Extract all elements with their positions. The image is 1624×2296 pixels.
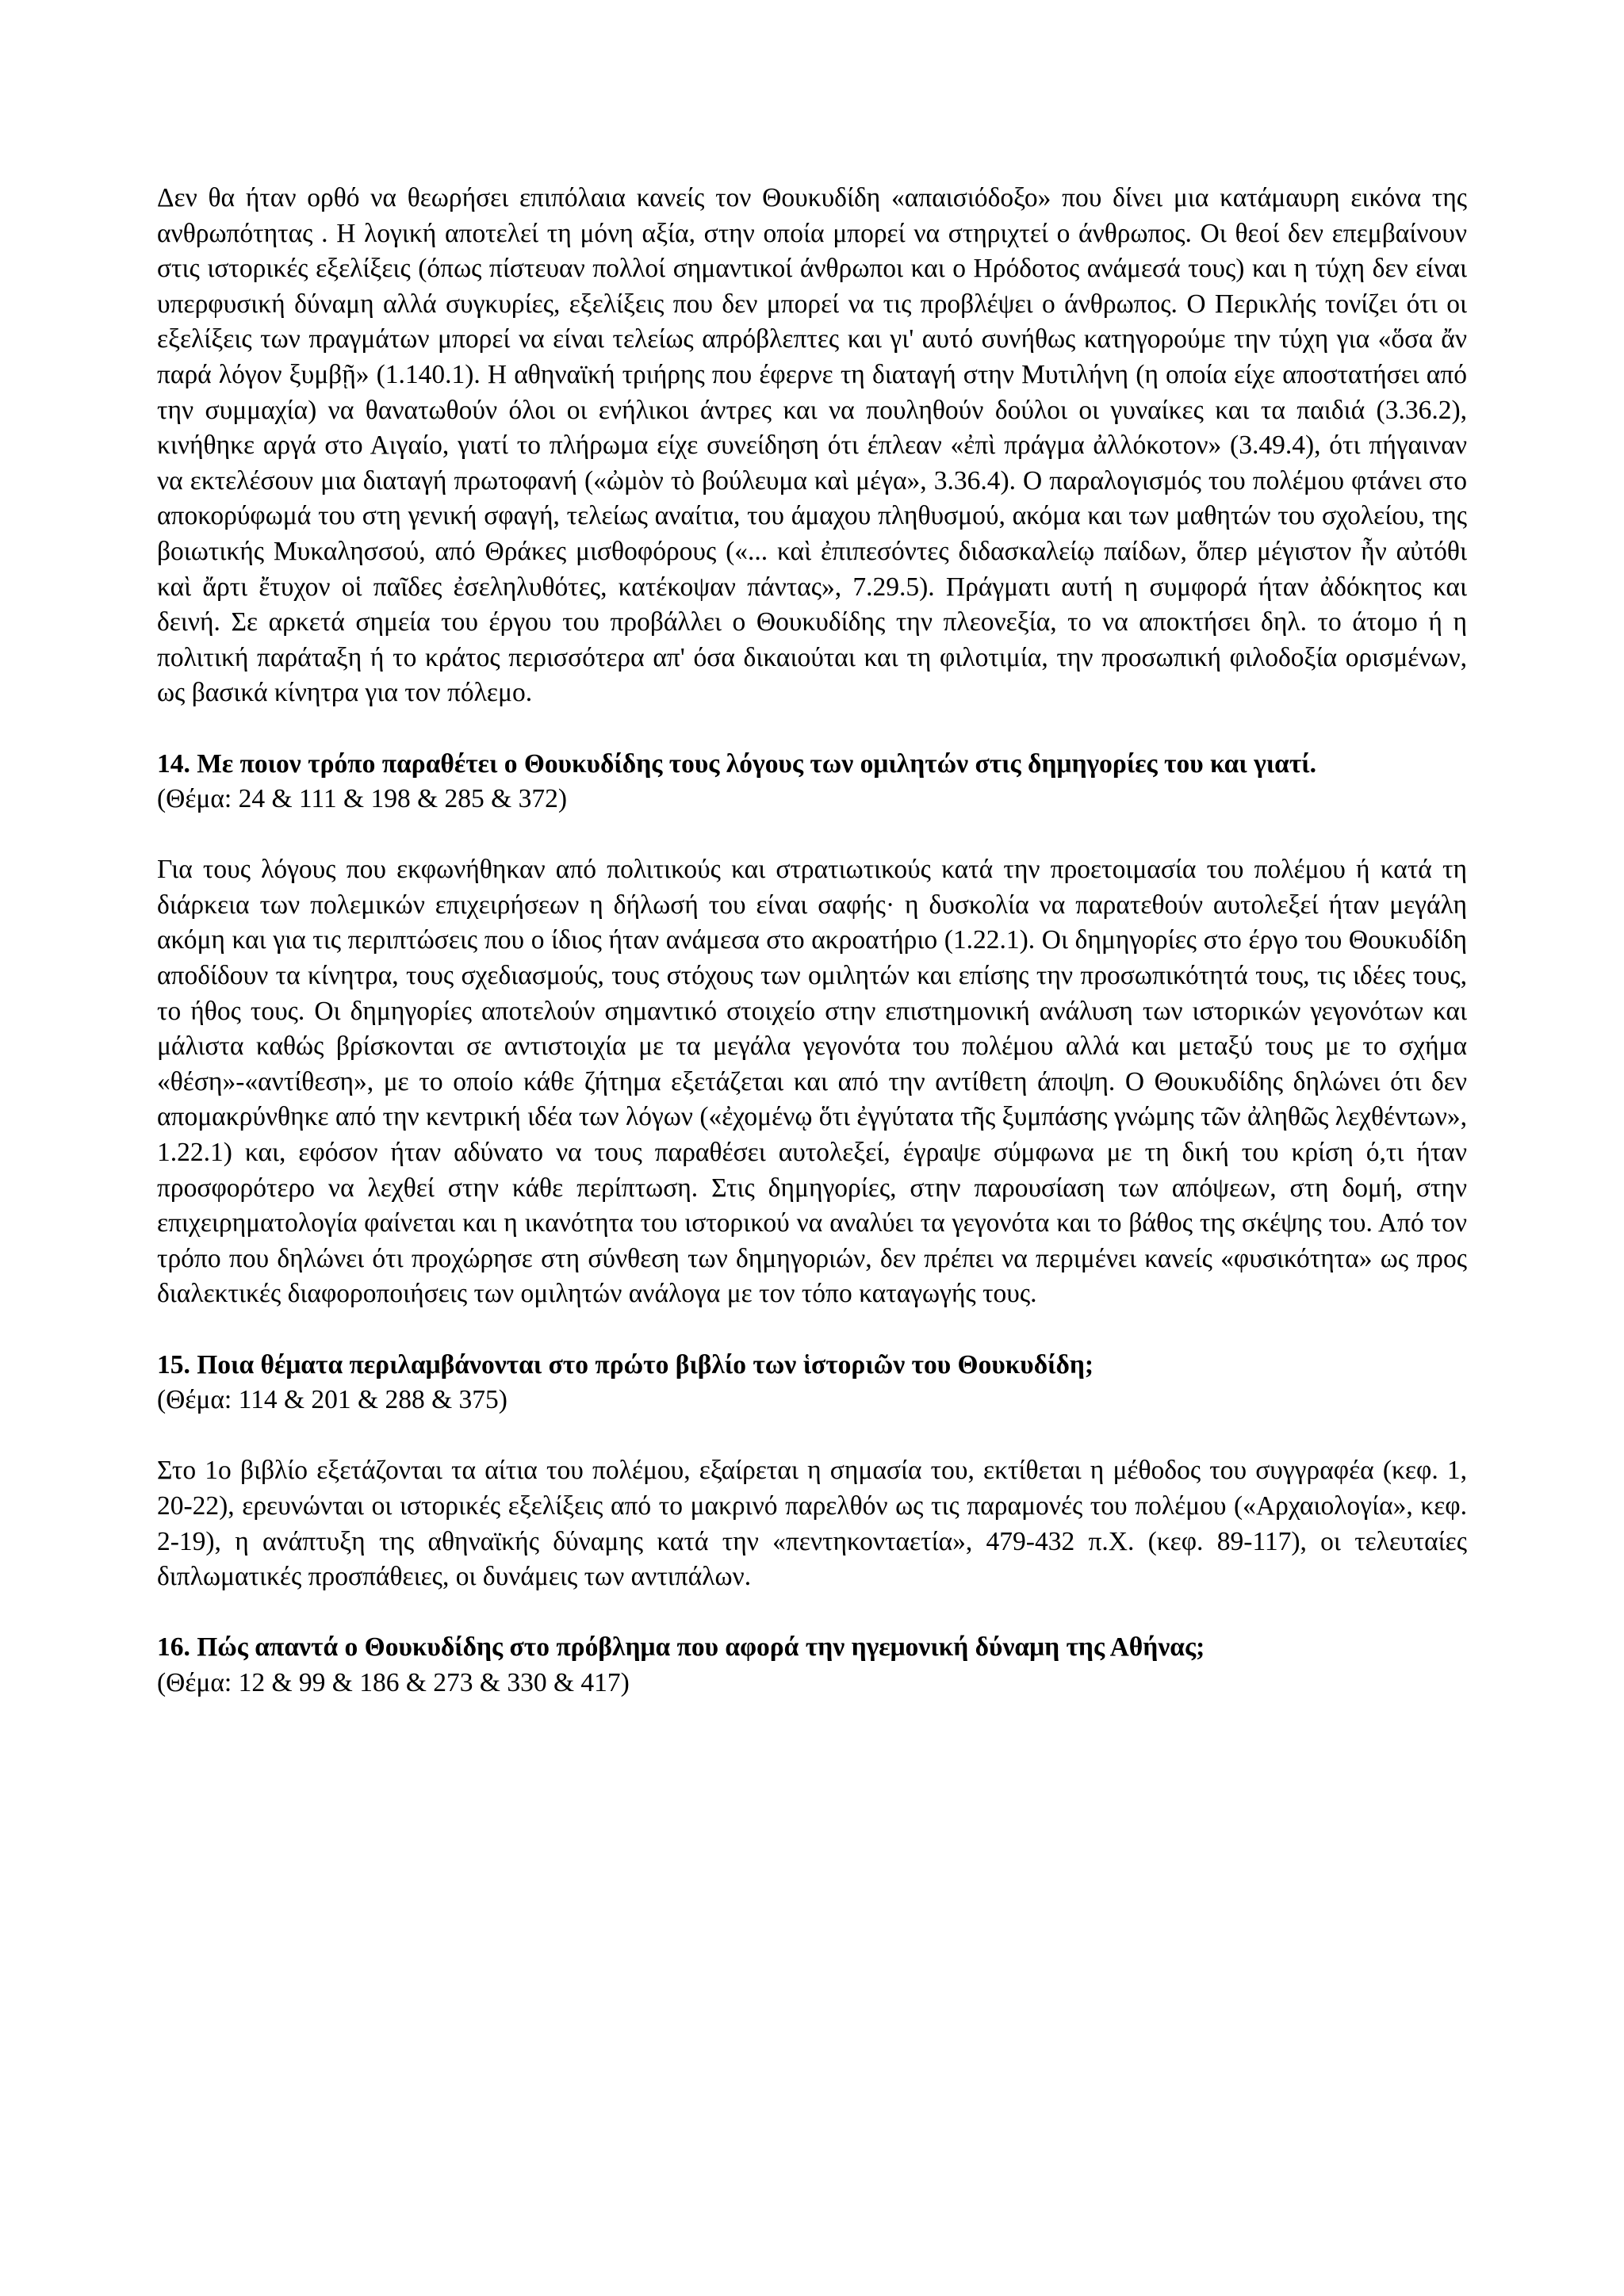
question-14-reference: (Θέμα: 24 & 111 & 198 & 285 & 372) [157,784,568,814]
question-16-title: 16. Πώς απαντά ο Θουκυδίδης στο πρόβλημα που αφορά την ηγεμονική δύναμη της Αθήνας; [157,1632,1205,1663]
question-14-answer: Για τους λόγους που εκφωνήθηκαν από πολιτικούς και στρατιωτικούς κατά την προετοιμασία του πολέμου ή κατά τη διάρκεια των πολεμικών επιχειρήσεων η δήλωσή του είναι σαφής· η δυσκολία να παρατεθούν αυτολεξεί ήταν μεγάλη ακόμη και για τις περιπτώσεις που ο ίδιος ήταν ανάμεσα στο ακροατήριο (1.22.1). Οι δημηγορίες στο έργο του Θουκυδίδη αποδίδουν τα κίνητρα, τους σχεδιασμούς, τους στόχους των ομιλητών και επίσης την προσωπικότητά τους, τις ιδέες τους, το ήθος τους. Οι δημηγορίες αποτελούν σημαντικό στοιχείο στην επιστημονική ανάλυση των ιστορικών γεγονότων και μάλιστα καθώς βρίσκονται σε αντιστοιχία με τα μεγάλα γεγονότα του πολέμου αλλά και μεταξύ τους με το σχήμα «θέση»-«αντίθεση», με το οποίο κάθε ζήτημα εξετάζεται και από την αντίθετη άποψη. Ο Θουκυδίδης δηλώνει ότι δεν απομακρύνθηκε από την κεντρική ιδέα των λόγων («ἐχομένῳ ὅτι ἐγγύτατα τῆς ξυμπάσης γνώμης τῶν ἀληθῶς λεχθέντων», 1.22.1) και, εφόσον ήταν αδύνατο να τους παραθέσει αυτολεξεί, έγραψε σύμφωνα με τη δική του κρίση ό,τι ήταν προσφορότερο να λεχθεί στην κάθε περίπτωση. Στις δημηγορίες, στην παρουσίαση των απόψεων, στη δομή, στην επιχειρηματολογία φαίνεται και η ικανότητα του ιστορικού να αναλύει τα γεγονότα και το βάθος της σκέψης του. Από τον τρόπο που δηλώνει ότι προχώρησε στη σύνθεση των δημηγοριών, δεν πρέπει να περιμένει κανείς «φυσικότητα» ως προς διαλεκτικές διαφοροποιήσεις των ομιλητών ανάλογα με τον τόπο καταγωγής τους. [157,855,1467,1309]
spacer [157,817,1467,853]
document-page [157,181,1467,1701]
question-14-title: 14. Με ποιον τρόπο παραθέτει ο Θουκυδίδης τους λόγους των ομιλητών στις δημηγορίες του και γιατί. [157,748,1317,779]
question-15-section [157,1348,1467,1595]
question-14-section [157,747,1467,1313]
intro-paragraph: Δεν θα ήταν ορθό να θεωρήσει επιπόλαια κανείς τον Θουκυδίδη «απαισιόδοξο» που δίνει μια κατάμαυρη εικόνα της ανθρωπότητας . Η λογική αποτελεί τη μόνη αξία, στην οποία μπορεί να στηριχτεί ο άνθρωπος. Οι θεοί δεν επεμβαίνουν στις ιστορικές εξελίξεις (όπως πίστευαν πολλοί σημαντικοί άνθρωποι και ο Ηρόδοτος ανάμεσά τους) και η τύχη δεν είναι υπερφυσική δύναμη αλλά συγκυρίες, εξελίξεις που δεν μπορεί να τις προβλέψει ο άνθρωπος. Ο Περικλής τονίζει ότι οι εξελίξεις των πραγμάτων μπορεί να είναι τελείως απρόβλεπτες και γι' αυτό συνήθως κατηγορούμε την τύχη για «ὅσα ἄν παρά λόγον ξυμβῇ» (1.140.1). Η αθηναϊκή τριήρης που έφερνε τη διαταγή στην Μυτιλήνη (η οποία είχε αποστατήσει από την συμμαχία) να θανατωθούν όλοι οι ενήλικοι άντρες και να πουληθούν δούλοι οι γυναίκες και τα παιδιά (3.36.2), κινήθηκε αργά στο Αιγαίο, γιατί το πλήρωμα είχε συνείδηση ότι έπλεαν «ἐπὶ πράγμα ἀλλόκοτον» (3.49.4), ότι πήγαιναν να εκτελέσουν μια διαταγή πρωτοφανή («ὠμὸν τὸ βούλευμα καὶ μέγα», 3.36.4). Ο παραλογισμός του πολέμου φτάνει στο αποκορύφωμά του στη γενική σφαγή, τελείως αναίτια, του άμαχου πληθυσμού, ακόμα και των μαθητών του σχολείου, της βοιωτικής Μυκαλησσού, από Θράκες μισθοφόρους («... καὶ ἐπιπεσόντες διδασκαλείῳ παίδων, ὅπερ μέγιστον ἦν αὐτόθι καὶ ἄρτι ἔτυχον οἱ παῖδες ἐσεληλυθότες, κατέκοψαν πάντας», 7.29.5). Πράγματι αυτή η συμφορά ήταν ἀδόκητος και δεινή. Σε αρκετά σημεία του έργου του προβάλλει ο Θουκυδίδης την πλεονεξία, το να αποκτήσει δηλ. το άτομο ή η πολιτική παράταξη ή το κράτος περισσότερα απ' όσα δικαιούται και τη φιλοτιμία, την προσωπική φιλοδοξία ορισμένων, ως βασικά κίνητρα για τον πόλεμο. [157,183,1467,708]
question-15-answer: Στο 1ο βιβλίο εξετάζονται τα αίτια του πολέμου, εξαίρεται η σημασία του, εκτίθεται η μέθοδος του συγγραφέα (κεφ. 1, 20-22), ερευνώνται οι ιστορικές εξελίξεις από το μακρινό παρελθόν ως τις παραμονές του πολέμου («Αρχαιολογία», κεφ. 2-19), η ανάπτυξη της αθηναϊκής δύναμης κατά την «πεντηκονταετία», 479-432 π.Χ. (κεφ. 89-117), οι τελευταίες διπλωματικές προσπάθειες, οι δυνάμεις των αντιπάλων. [157,1456,1467,1592]
question-16-section [157,1630,1467,1701]
spacer [157,1312,1467,1348]
spacer [157,711,1467,747]
question-15-title: 15. Ποια θέματα περιλαμβάνονται στο πρώτο βιβλίο των ἱστοριῶν του Θουκυδίδη; [157,1349,1094,1380]
spacer [157,1418,1467,1454]
question-15-reference: (Θέμα: 114 & 201 & 288 & 375) [157,1385,508,1415]
question-16-reference: (Θέμα: 12 & 99 & 186 & 273 & 330 & 417) [157,1667,630,1697]
spacer [157,1595,1467,1631]
